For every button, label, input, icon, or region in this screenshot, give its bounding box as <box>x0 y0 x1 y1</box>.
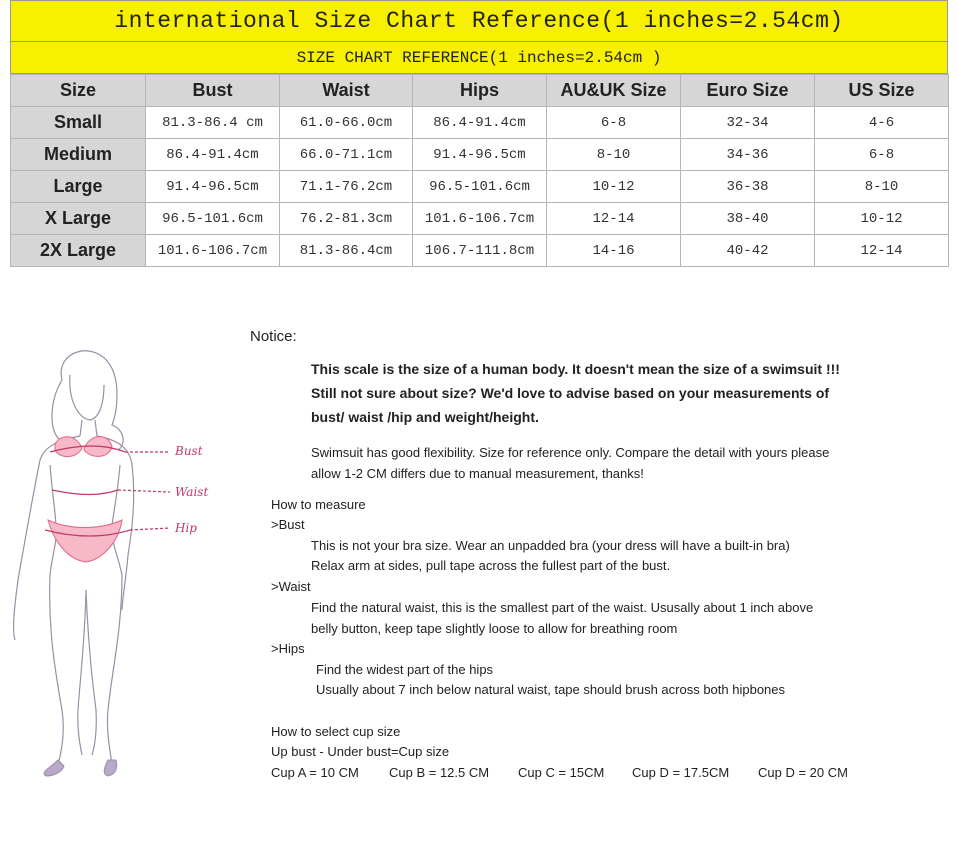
hips-cell: 96.5-101.6cm <box>413 171 547 203</box>
au-uk-cell: 14-16 <box>547 235 681 267</box>
waist-instruction: Find the natural waist, this is the smallest part of the waist. Ususally about 1 inch above <box>311 600 814 615</box>
header-au-uk-size: AU&UK Size <box>547 75 681 107</box>
waist-label: Waist <box>175 485 209 499</box>
us-cell: 6-8 <box>815 139 949 171</box>
au-uk-cell: 8-10 <box>547 139 681 171</box>
cup-size-value: Cup B = 12.5 CM <box>389 765 490 780</box>
bust-cell: 86.4-91.4cm <box>146 139 280 171</box>
body-measurement-illustration <box>0 340 240 780</box>
chart-subtitle: SIZE CHART REFERENCE(1 inches=2.54cm ) <box>10 42 948 74</box>
hips-cell: 91.4-96.5cm <box>413 139 547 171</box>
euro-cell: 36-38 <box>681 171 815 203</box>
cup-size-value: Cup D = 17.5CM <box>632 765 730 780</box>
cup-size-value: Cup C = 15CM <box>518 765 605 780</box>
cup-size-value: Cup D = 20 CM <box>758 765 848 780</box>
hips-cell: 101.6-106.7cm <box>413 203 547 235</box>
bust-cell: 91.4-96.5cm <box>146 171 280 203</box>
header-euro-size: Euro Size <box>681 75 815 107</box>
euro-cell: 32-34 <box>681 107 815 139</box>
notice-bold-line: This scale is the size of a human body. It doesn't mean the size of a swimsuit !!! <box>311 361 840 377</box>
how-to-measure-heading: How to measure <box>271 497 366 512</box>
cup-size-value: Cup A = 10 CM <box>271 765 359 780</box>
bust-heading: >Bust <box>271 517 305 532</box>
au-uk-cell: 10-12 <box>547 171 681 203</box>
us-cell: 4-6 <box>815 107 949 139</box>
euro-cell: 38-40 <box>681 203 815 235</box>
table-row <box>11 235 949 267</box>
au-uk-cell: 12-14 <box>547 203 681 235</box>
table-row <box>11 107 949 139</box>
table-row <box>11 203 949 235</box>
header-hips: Hips <box>413 75 547 107</box>
bust-cell: 96.5-101.6cm <box>146 203 280 235</box>
euro-cell: 34-36 <box>681 139 815 171</box>
us-cell: 12-14 <box>815 235 949 267</box>
waist-cell: 81.3-86.4cm <box>280 235 413 267</box>
cup-size-heading: How to select cup size <box>271 724 401 739</box>
table-row <box>11 171 949 203</box>
size-cell: X Large <box>11 203 146 235</box>
waist-cell: 76.2-81.3cm <box>280 203 413 235</box>
size-cell: Small <box>11 107 146 139</box>
size-cell: 2X Large <box>11 235 146 267</box>
bust-instruction: This is not your bra size. Wear an unpadded bra (your dress will have a built-in bra) <box>311 538 790 553</box>
size-table <box>10 74 949 267</box>
waist-cell: 61.0-66.0cm <box>280 107 413 139</box>
header-bust: Bust <box>146 75 280 107</box>
waist-instruction: belly button, keep tape slightly loose to allow for breathing room <box>311 621 678 636</box>
cup-size-formula: Up bust - Under bust=Cup size <box>271 744 450 759</box>
notice-title: Notice: <box>250 328 297 345</box>
table-header-row <box>11 75 949 107</box>
au-uk-cell: 6-8 <box>547 107 681 139</box>
notice-bold-line: Still not sure about size? We'd love to advise based on your measurements of <box>311 385 830 401</box>
flexibility-line: allow 1-2 CM differs due to manual measurement, thanks! <box>311 466 644 481</box>
hips-instruction: Find the widest part of the hips <box>316 662 494 677</box>
us-cell: 10-12 <box>815 203 949 235</box>
waist-cell: 71.1-76.2cm <box>280 171 413 203</box>
size-chart <box>10 0 948 267</box>
size-cell: Medium <box>11 139 146 171</box>
chart-title: international Size Chart Reference(1 inches=2.54cm) <box>10 0 948 42</box>
header-us-size: US Size <box>815 75 949 107</box>
header-size: Size <box>11 75 146 107</box>
waist-heading: >Waist <box>271 579 311 594</box>
flexibility-line: Swimsuit has good flexibility. Size for reference only. Compare the detail with yours please <box>311 445 830 460</box>
hips-cell: 106.7-111.8cm <box>413 235 547 267</box>
waist-cell: 66.0-71.1cm <box>280 139 413 171</box>
hips-cell: 86.4-91.4cm <box>413 107 547 139</box>
table-row <box>11 139 949 171</box>
hips-instruction: Usually about 7 inch below natural waist, tape should brush across both hipbones <box>316 682 786 697</box>
hip-label: Hip <box>175 521 197 535</box>
bust-instruction: Relax arm at sides, pull tape across the fullest part of the bust. <box>311 558 671 573</box>
bust-cell: 81.3-86.4 cm <box>146 107 280 139</box>
euro-cell: 40-42 <box>681 235 815 267</box>
notice-bold-line: bust/ waist /hip and weight/height. <box>311 409 539 425</box>
bust-cell: 101.6-106.7cm <box>146 235 280 267</box>
size-cell: Large <box>11 171 146 203</box>
bust-label: Bust <box>175 444 203 458</box>
header-waist: Waist <box>280 75 413 107</box>
hips-heading: >Hips <box>271 641 305 656</box>
us-cell: 8-10 <box>815 171 949 203</box>
